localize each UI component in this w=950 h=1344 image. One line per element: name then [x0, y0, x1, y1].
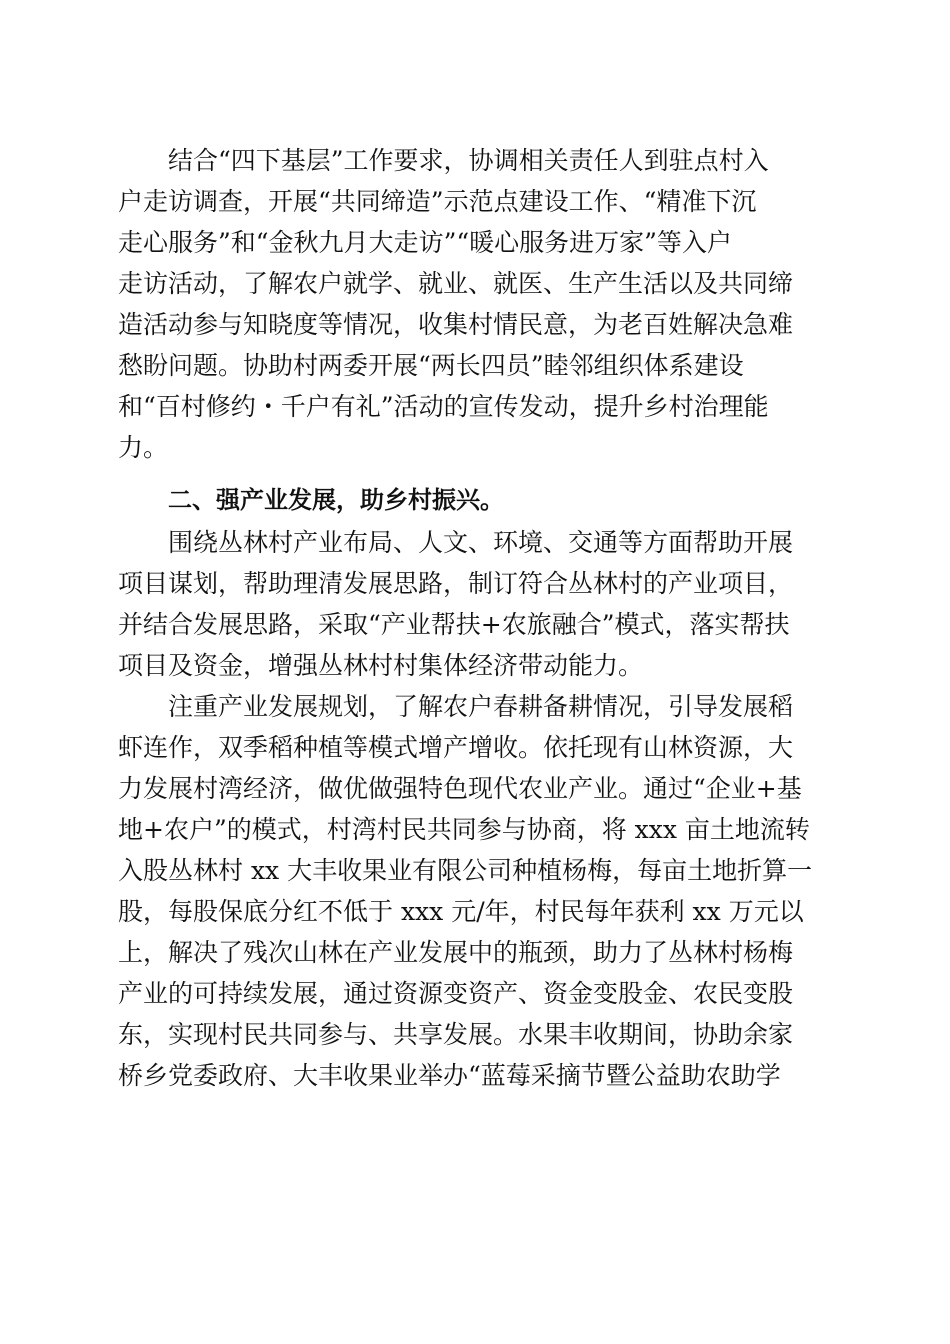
- text-line: 上，解决了残次山林在产业发展中的瓶颈，助力了丛林村杨梅: [118, 938, 794, 967]
- text-line: 注重产业发展规划，了解农户春耕备耕情况，引导发展稻: [168, 692, 794, 721]
- text-line: 入股丛林村 xx 大丰收果业有限公司种植杨梅，每亩土地折算一: [118, 856, 813, 885]
- text-line: 股，每股保底分红不低于 xxx 元/年，村民每年获利 xx 万元以: [118, 897, 804, 926]
- text-line: 愁盼问题。协助村两委开展“两长四员”睦邻组织体系建设: [118, 351, 744, 380]
- text-line: 走访活动，了解农户就学、就业、就医、生产生活以及共同缔: [118, 269, 794, 298]
- paragraph-visits: [118, 140, 834, 468]
- text-line: 虾连作，双季稻种植等模式增产增收。依托现有山林资源，大: [118, 733, 794, 762]
- text-line: 桥乡党委政府、大丰收果业举办“蓝莓采摘节暨公益助农助学: [118, 1061, 781, 1090]
- text-line: 户走访调查，开展“共同缔造”示范点建设工作、“精准下沉: [118, 187, 757, 216]
- text-line: 围绕丛林村产业布局、人文、环境、交通等方面帮助开展: [168, 528, 794, 557]
- heading-text: 二、强产业发展，助乡村振兴。: [168, 486, 504, 514]
- section-heading: [118, 478, 834, 522]
- text-line: 力发展村湾经济，做优做强特色现代农业产业。通过“企业+基: [118, 774, 802, 803]
- text-line: 项目及资金，增强丛林村村集体经济带动能力。: [118, 651, 644, 680]
- paragraph-planning: [118, 522, 834, 686]
- text-line: 造活动参与知晓度等情况，收集村情民意，为老百姓解决急难: [118, 310, 794, 339]
- text-line: 并结合发展思路，采取“产业帮扶+农旅融合”模式，落实帮扶: [118, 610, 790, 639]
- text-line: 产业的可持续发展，通过资源变资产、资金变股金、农民变股: [118, 979, 794, 1008]
- text-line: 和“百村修约・千户有礼”活动的宣传发动，提升乡村治理能: [118, 392, 769, 421]
- document-body: [118, 140, 834, 1096]
- text-line: 地+农户”的模式，村湾村民共同参与协商，将 xxx 亩土地流转: [118, 815, 810, 844]
- paragraph-industry: [118, 686, 834, 1096]
- text-line: 力。: [118, 433, 169, 462]
- text-line: 结合“四下基层”工作要求，协调相关责任人到驻点村入: [168, 146, 769, 175]
- text-line: 走心服务”和“金秋九月大走访”“暖心服务进万家”等入户: [118, 228, 732, 257]
- text-line: 项目谋划，帮助理清发展思路，制订符合丛林村的产业项目，: [118, 569, 794, 598]
- text-line: 东，实现村民共同参与、共享发展。水果丰收期间，协助余家: [118, 1020, 794, 1049]
